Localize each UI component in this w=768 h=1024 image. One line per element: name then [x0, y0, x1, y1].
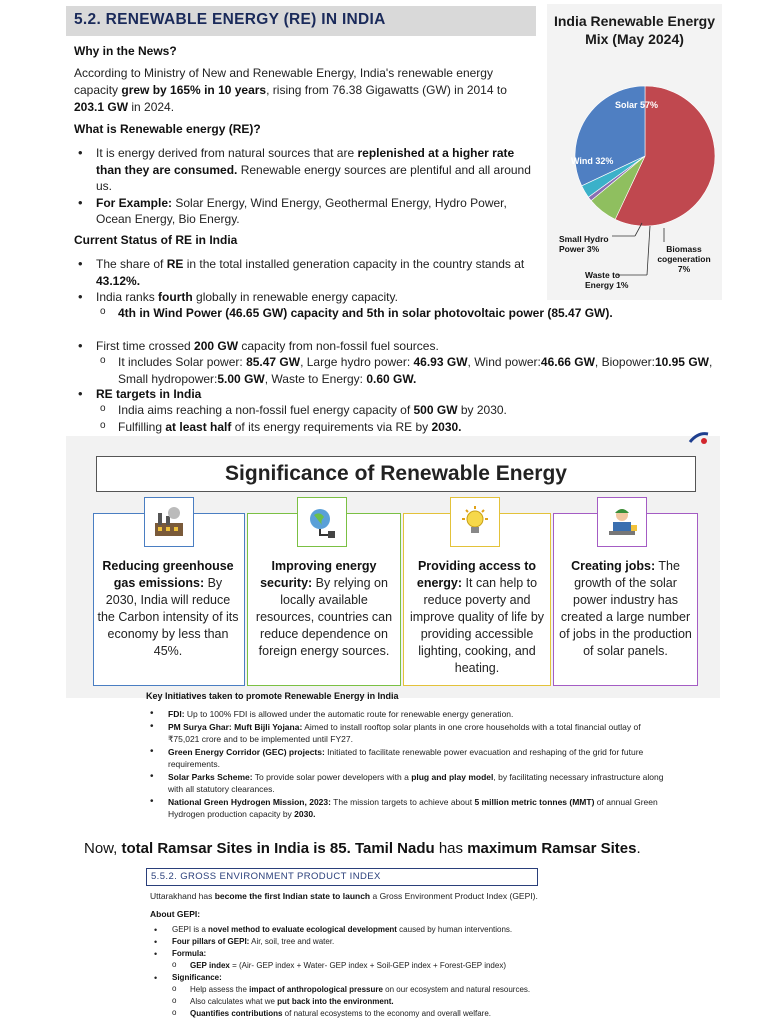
gepi-title-box — [146, 868, 538, 886]
status-list-2 — [74, 338, 724, 355]
significance-card-text: Reducing greenhouse gas emissions: By 2030, India will reduce the Carbon intensity of its economy by less than 45%. — [97, 559, 239, 658]
pie-chart-panel — [547, 4, 722, 300]
lightbulb-icon — [450, 497, 500, 547]
status-sublist-2 — [96, 354, 724, 387]
list-item: • First time crossed 200 GW capacity from non-fossil fuel sources. — [74, 338, 724, 355]
list-item: o Quantifies contributions of natural ecosystems to the economy and overall welfare. — [168, 1008, 650, 1020]
status-sublist-1 — [96, 305, 736, 322]
gepi-list-2 — [150, 972, 650, 984]
list-item: • It is energy derived from natural sources that are replenished at a higher rate than they are consumed. Renewable energy sources are plentiful and all around us. — [74, 145, 536, 195]
pie-label-solar: Solar 57% — [615, 100, 659, 110]
initiatives-list — [146, 708, 666, 821]
list-item: o GEP index = (Air- GEP index + Water- GEP index + Soil-GEP index + Forest-GEP index) — [168, 960, 650, 972]
significance-title: Significance of Renewable Energy — [225, 462, 567, 485]
worker-laptop-icon — [597, 497, 647, 547]
section-title-bar — [66, 6, 536, 36]
news-paragraph: According to Ministry of New and Renewable Energy, India's renewable energy capacity grew by 165% in 10 years, rising from 76.38 Gigawatts (GW) in 2014 to 203.1 GW in 2024. — [74, 66, 507, 114]
status-list-3 — [74, 386, 536, 403]
pie-label-small-hydro: Small Hydro Power 3% — [559, 234, 609, 254]
what-list — [74, 145, 536, 228]
list-item: • National Green Hydrogen Mission, 2023: The mission targets to achieve about 5 million metric tonnes (MMT) of annual Green Hydrogen production capacity by 2030. — [146, 796, 666, 821]
list-item: o Also calculates what we put back into the environment. — [168, 996, 650, 1008]
list-item: • RE targets in India — [74, 386, 536, 403]
section-title: 5.2. RENEWABLE ENERGY (RE) IN INDIA — [74, 11, 386, 28]
list-item: o India aims reaching a non-fossil fuel energy capacity of 500 GW by 2030. — [96, 402, 656, 419]
initiatives-heading: Key Initiatives taken to promote Renewable Energy in India — [146, 691, 399, 701]
ramsar-line: Now, total Ramsar Sites in India is 85. Tamil Nadu has maximum Ramsar Sites. — [84, 840, 641, 857]
list-item: • Formula: — [150, 948, 650, 960]
list-item: • PM Surya Ghar: Muft Bijli Yojana: Aimed to install rooftop solar plants in one crore households with a total financial outlay of ₹75,021 crore and to be implemented until FY27. — [146, 721, 666, 746]
pie-label-biomass: Biomass cogeneration 7% — [657, 244, 711, 274]
initiatives-section — [146, 691, 666, 821]
gepi-intro: Uttarakhand has become the first Indian state to launch a Gross Environment Product Index (GEPI). — [150, 891, 538, 901]
chart-title: India Renewable Energy Mix (May 2024) — [553, 13, 716, 47]
gepi-sublist-1 — [168, 960, 650, 972]
list-item: • FDI: Up to 100% FDI is allowed under the automatic route for renewable energy generation. — [146, 708, 666, 721]
what-heading: What is Renewable energy (RE)? — [74, 122, 261, 136]
list-item: • Four pillars of GEPI: Air, soil, tree and water. — [150, 936, 650, 948]
list-item: o 4th in Wind Power (46.65 GW) capacity and 5th in solar photovoltaic power (85.47 GW). — [96, 305, 736, 322]
news-heading: Why in the News? — [74, 44, 177, 58]
leader-line — [647, 226, 650, 275]
list-item: • India ranks fourth globally in renewable energy capacity. — [74, 289, 536, 306]
gepi-sublist-2 — [168, 984, 650, 1020]
list-item: • Significance: — [150, 972, 650, 984]
globe-plug-icon — [297, 497, 347, 547]
logo-swoosh-icon — [686, 428, 712, 450]
gepi-title: 5.5.2. GROSS ENVIRONMENT PRODUCT INDEX — [151, 871, 381, 882]
status-list-1 — [74, 256, 536, 306]
pie-label-wind: Wind 32% — [571, 156, 614, 166]
significance-card-text: Creating jobs: The growth of the solar power industry has created a large number of jobs in the production of solar panels. — [559, 559, 692, 658]
list-item: • The share of RE in the total installed generation capacity in the country stands at 43.12%. — [74, 256, 536, 289]
factory-icon — [144, 497, 194, 547]
list-item: • Solar Parks Scheme: To provide solar power developers with a plug and play model, by facilitating necessary infrastructure along with all statutory clearances. — [146, 771, 666, 796]
gepi-list — [150, 924, 650, 960]
pie-label-waste: Waste to Energy 1% — [585, 270, 629, 290]
status-sublist-3 — [96, 402, 656, 435]
list-item: o Fulfilling at least half of its energy requirements via RE by 2030. — [96, 419, 656, 436]
gepi-section — [150, 890, 650, 1020]
significance-title-box — [96, 456, 696, 492]
significance-card-text: Improving energy security: By relying on locally available resources, countries can reduce dependence on foreign energy sources. — [255, 559, 393, 658]
list-item: • For Example: Solar Energy, Wind Energy, Geothermal Energy, Hydro Power, Ocean Energy, Bio Energy. — [74, 195, 536, 228]
list-item: o Help assess the impact of anthropological pressure on our ecosystem and natural resources. — [168, 984, 650, 996]
list-item: • GEPI is a novel method to evaluate ecological development caused by human interventions. — [150, 924, 650, 936]
list-item: o It includes Solar power: 85.47 GW, Large hydro power: 46.93 GW, Wind power:46.66 GW, Biopower:10.95 GW, Small hydropower:5.00 GW, Waste to Energy: 0.60 GW. — [96, 354, 724, 387]
list-item: • Green Energy Corridor (GEC) projects: Initiated to facilitate renewable power evacuation and reshaping of the grid for future requirements. — [146, 746, 666, 771]
significance-card-text: Providing access to energy: It can help to reduce poverty and improve quality of life by providing accessible lighting, cooking, and heating. — [409, 559, 545, 675]
gepi-about: About GEPI: — [150, 909, 201, 919]
status-heading: Current Status of RE in India — [74, 233, 238, 247]
